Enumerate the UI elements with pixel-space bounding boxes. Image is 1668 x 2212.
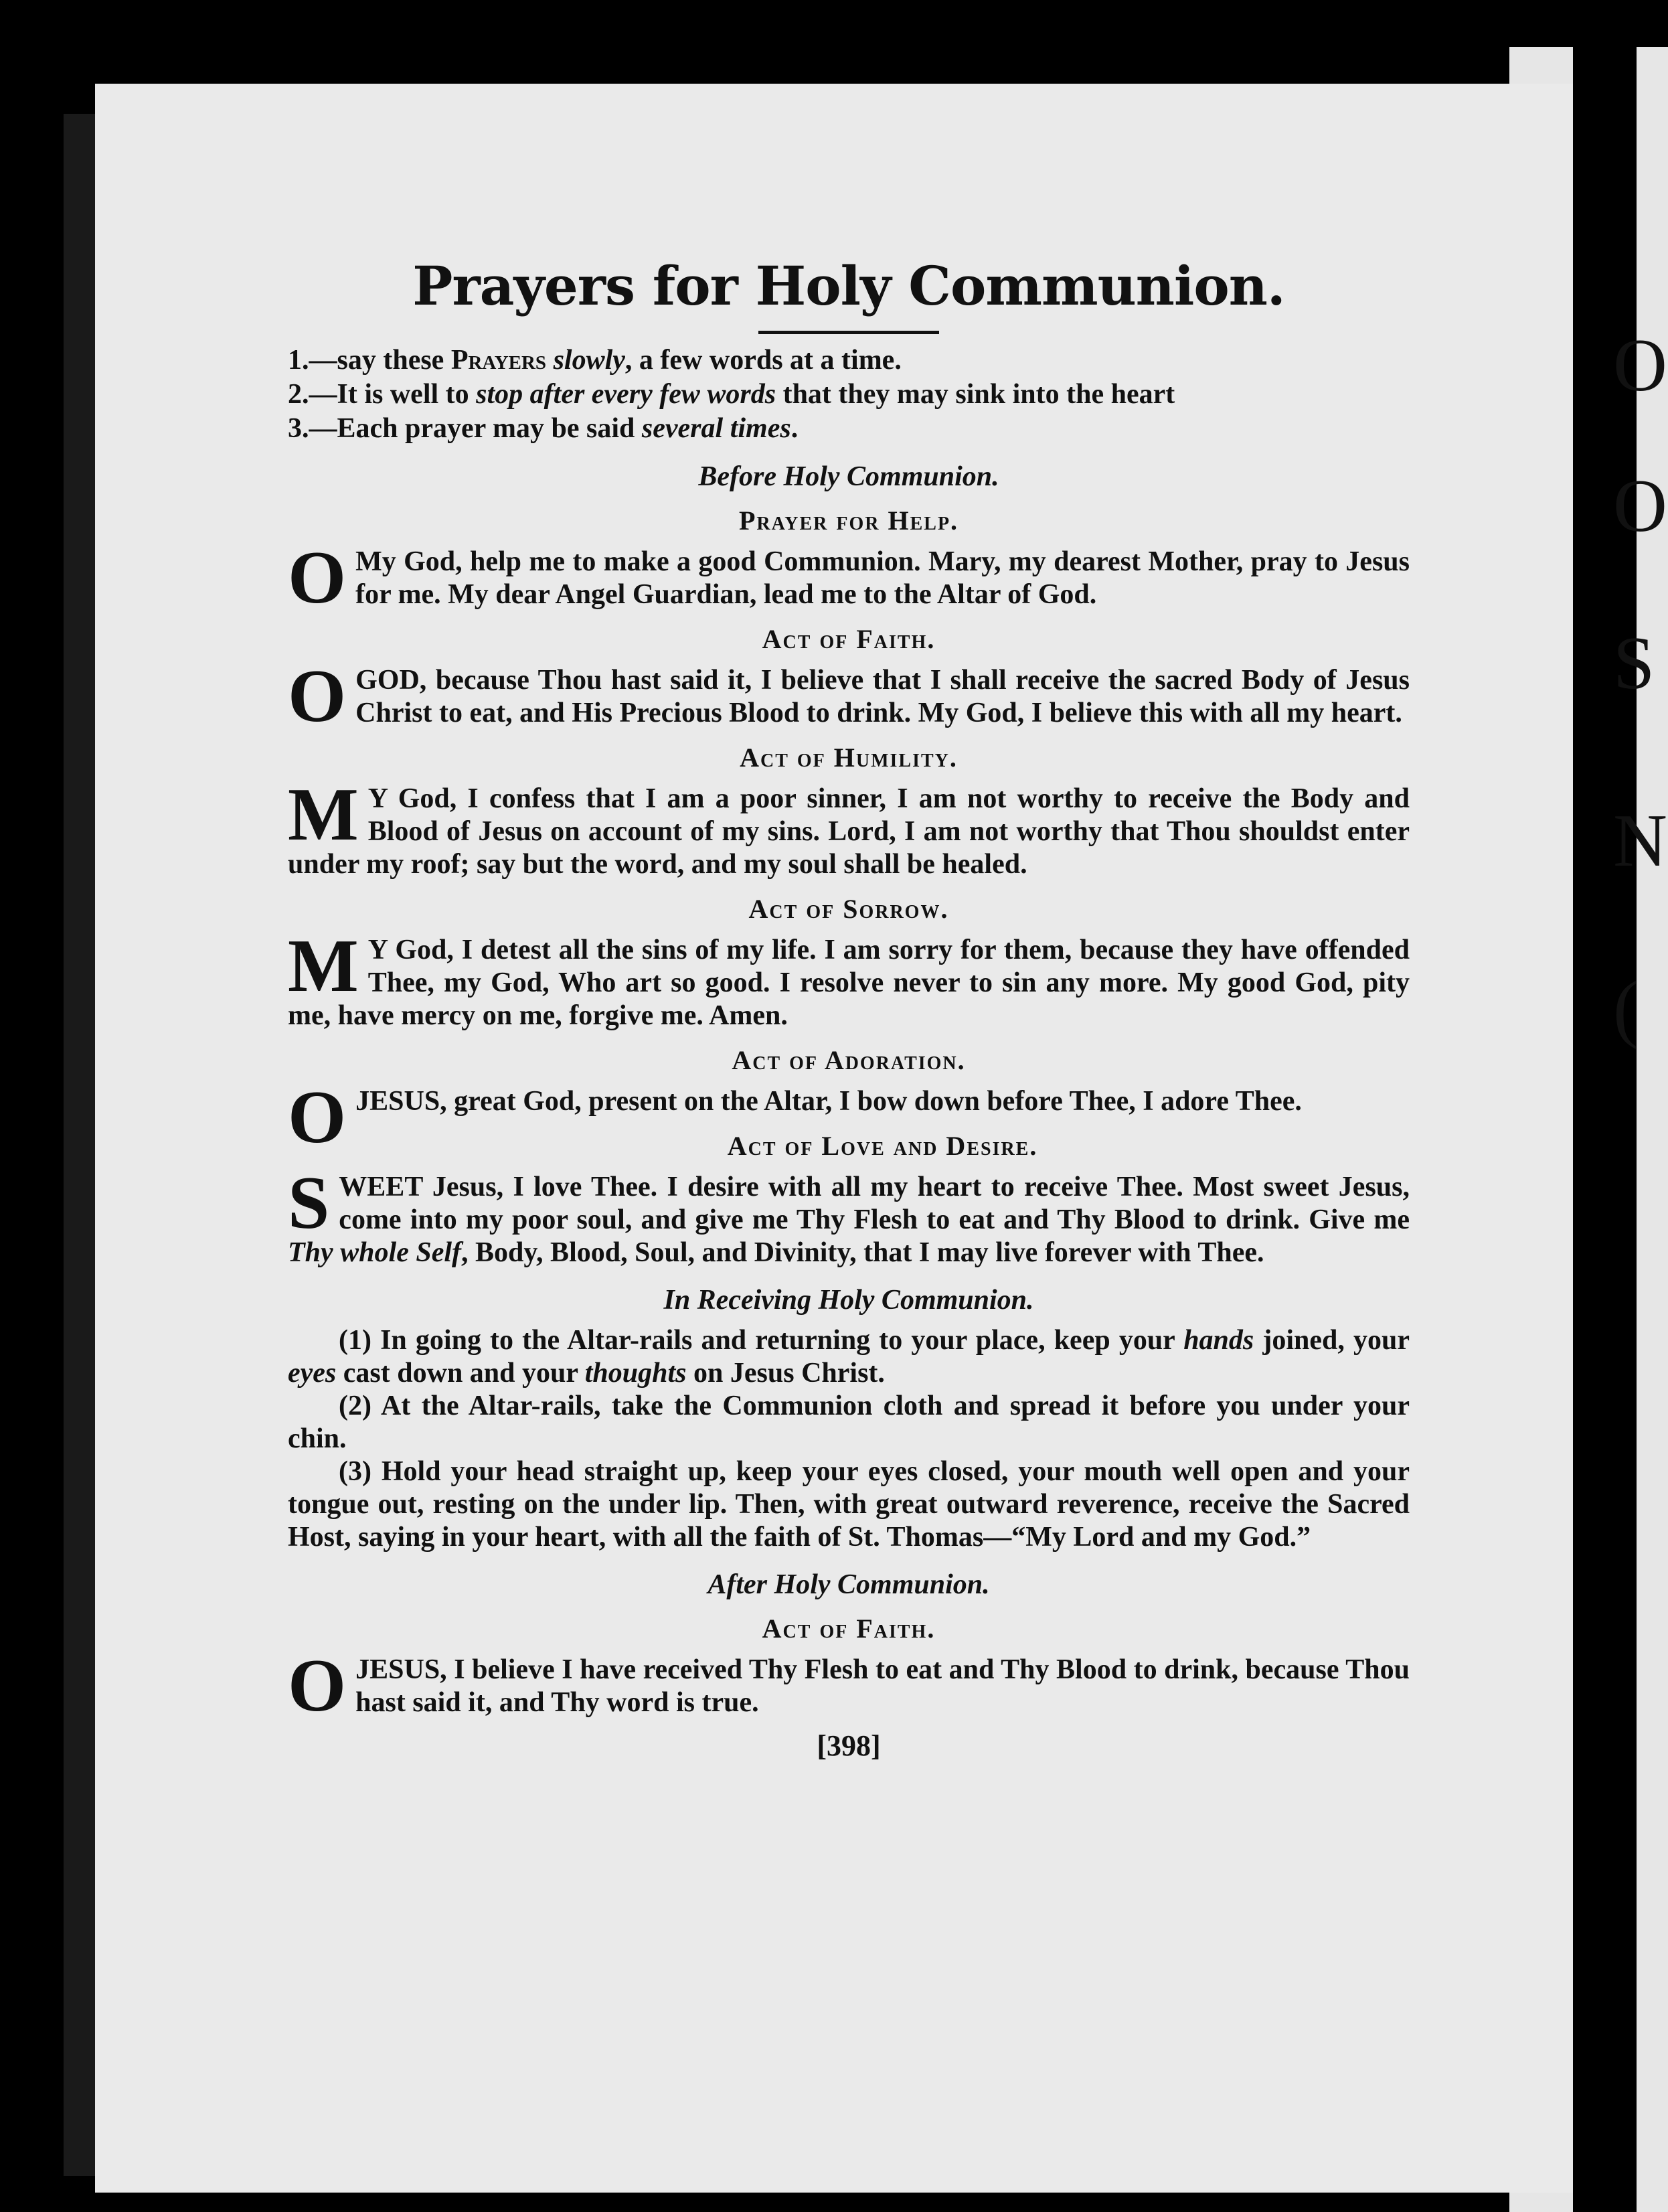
drop-cap: O — [288, 536, 347, 619]
heading-act-of-adoration: Act of Adoration. — [732, 1045, 966, 1075]
note-2 — [288, 378, 1410, 412]
page-title: Prayers for Holy Communion. — [412, 254, 1285, 317]
facing-page-letter: N — [1613, 799, 1667, 882]
drop-cap: O — [288, 1644, 347, 1727]
prayer-text: Y God, I detest all the sins of my life. I am sorry for them, because they have offended Thee, my God, Who art so good. I resolve never to sin any more. My good God, pity me, have mercy on me, forgive me. Amen. — [288, 935, 1410, 1031]
drop-cap: S — [288, 1162, 330, 1245]
page-content — [288, 254, 1410, 1763]
heading-act-of-faith-after: Act of Faith. — [762, 1613, 936, 1644]
facing-page-letter: O — [1613, 324, 1667, 407]
instruction-text: (1) In going to the Altar-rails and returning to your place, keep your — [339, 1325, 1184, 1356]
drop-cap: M — [288, 925, 359, 1008]
note-italic: slowly — [546, 345, 625, 376]
prayer-for-help — [288, 536, 1410, 619]
note-1 — [288, 343, 1410, 378]
note-number: 2. — [288, 379, 309, 410]
act-of-love — [288, 1162, 1410, 1269]
note-number: 3. — [288, 413, 309, 444]
page-number: [398] — [817, 1729, 881, 1762]
act-of-faith-after — [288, 1644, 1410, 1727]
instruction-italic: thoughts — [584, 1358, 687, 1389]
prayer-text: WEET Jesus, I love Thee. I desire with all my heart to receive Thee. Most sweet Jesus, come into my poor soul, and give me Thy Flesh to eat and Thy Blood to drink. Give me — [339, 1172, 1410, 1235]
section-after: After Holy Communion. — [707, 1569, 990, 1600]
instruction-text: cast down and your — [336, 1358, 585, 1389]
note-text: —Each prayer may be said — [309, 413, 642, 444]
drop-cap: O — [288, 655, 347, 738]
note-text: , a few words at a time. — [624, 345, 902, 376]
prayer-italic: Thy whole Self — [288, 1237, 461, 1268]
note-text: —say these — [309, 345, 451, 376]
heading-act-of-sorrow: Act of Sorrow. — [748, 894, 949, 924]
note-text: that they may sink into the heart — [776, 379, 1175, 410]
note-italic: stop after every few words — [476, 379, 776, 410]
drop-cap: M — [288, 773, 359, 856]
drop-cap: O — [288, 1076, 347, 1159]
section-receiving: In Receiving Holy Communion. — [663, 1285, 1034, 1316]
note-italic: several times — [641, 413, 791, 444]
facing-page-letter: O — [1613, 465, 1667, 548]
section-before: Before Holy Communion. — [698, 461, 999, 492]
facing-page-letter: S — [1613, 622, 1655, 705]
heading-act-of-love: Act of Love and Desire. — [727, 1131, 1038, 1161]
act-of-sorrow — [288, 925, 1410, 1032]
note-number: 1. — [288, 345, 309, 376]
prayer-text: JESUS, great God, present on the Altar, I bow down before Thee, I adore Thee. — [355, 1086, 1302, 1117]
instruction-text: joined, your — [1254, 1325, 1410, 1356]
prayer-text: JESUS, I believe I have received Thy Flesh to eat and Thy Blood to drink, because Thou hast said it, and Thy word is true. — [355, 1654, 1410, 1718]
instruction-1 — [288, 1324, 1410, 1390]
heading-prayer-for-help: Prayer for Help. — [738, 505, 959, 536]
note-caps: Prayers — [450, 345, 547, 376]
prayer-text: , Body, Blood, Soul, and Divinity, that I may live forever with Thee. — [461, 1237, 1264, 1268]
heading-act-of-humility: Act of Humility. — [740, 742, 958, 773]
receiving-instructions — [288, 1324, 1410, 1554]
prayer-text: My God, help me to make a good Communion. Mary, my dearest Mother, pray to Jesus for me. My dear Angel Guardian, lead me to the Altar of God. — [355, 546, 1410, 610]
instruction-italic: hands — [1183, 1325, 1254, 1356]
heading-act-of-faith: Act of Faith. — [762, 624, 936, 654]
instruction-italic: eyes — [288, 1358, 337, 1389]
note-text: —It is well to — [309, 379, 477, 410]
note-3 — [288, 412, 1410, 446]
title-rule — [758, 331, 939, 334]
act-of-faith — [288, 655, 1410, 738]
instruction-text: on Jesus Christ. — [686, 1358, 885, 1389]
instruction-2: (2) At the Altar-rails, take the Communion cloth and spread it before you under your chin. — [288, 1391, 1410, 1454]
act-of-humility — [288, 773, 1410, 881]
instruction-3: (3) Hold your head straight up, keep your eyes closed, your mouth well open and your tongue out, resting on the under lip. Then, with great outward reverence, receive the Sacred Host, saying in your heart, with all the faith of St. Thomas—“My Lord and my God.” — [288, 1456, 1410, 1553]
prayer-text: GOD, because Thou hast said it, I believe that I shall receive the sacred Body of Jesus Christ to eat, and His Precious Blood to drink. My God, I believe this with all my heart. — [355, 665, 1410, 728]
prayer-text: Y God, I confess that I am a poor sinner, I am not worthy to receive the Body and Blood of Jesus on account of my sins. Lord, I am not worthy that Thou shouldst enter under my roof; say but the word, and my soul shall be healed. — [288, 783, 1410, 880]
note-text: . — [790, 413, 799, 444]
instruction-notes — [288, 343, 1410, 446]
facing-page-letter: ( — [1613, 967, 1639, 1050]
